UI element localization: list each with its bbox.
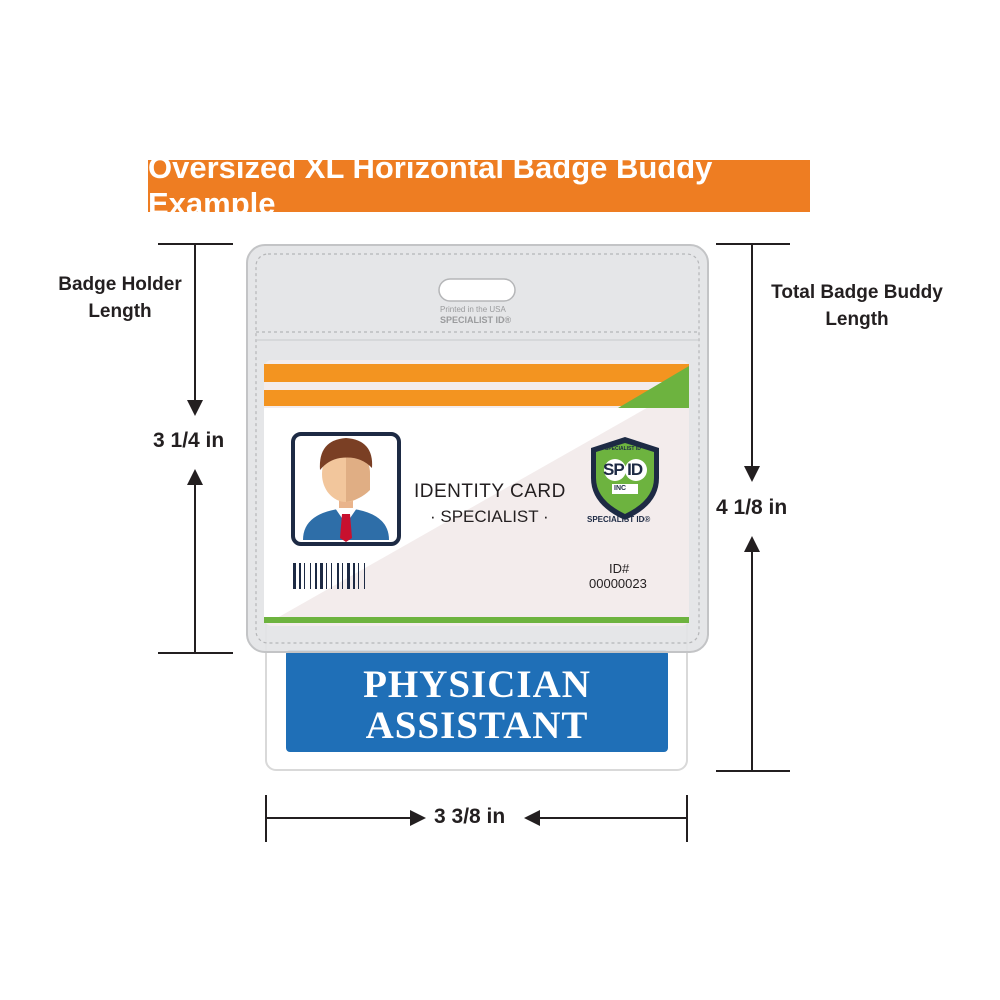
card-subtitle: · SPECIALIST ·	[430, 507, 549, 526]
arrow-down-icon	[744, 466, 760, 482]
buddy-line1: PHYSICIAN	[363, 663, 591, 706]
arrow-right-icon	[410, 810, 426, 826]
arrow-up-icon	[187, 469, 203, 485]
arrow-up-icon	[744, 536, 760, 552]
arrow-left-icon	[524, 810, 540, 826]
total-length-label-line1: Total Badge Buddy	[771, 282, 943, 303]
card-id-label: ID#	[609, 561, 630, 576]
title-banner: Oversized XL Horizontal Badge Buddy Example	[148, 160, 810, 212]
buddy-label	[286, 658, 668, 752]
card-title: IDENTITY CARD	[414, 481, 566, 502]
logo-inc-text: INC	[614, 485, 627, 492]
card-id-number: 00000023	[589, 576, 647, 591]
badge-holder-label-line1: Badge Holder	[58, 274, 182, 295]
arrow-down-icon	[187, 400, 203, 416]
total-length-value: 4 1/8 in	[716, 496, 788, 519]
holder-length-value: 3 1/4 in	[153, 429, 225, 452]
holder-printed-line2: SPECIALIST ID®	[440, 315, 512, 325]
logo-bottom-text: SPECIALIST ID®	[587, 515, 651, 524]
buddy-line2: ASSISTANT	[365, 704, 589, 747]
logo-top-text: SPECIALIST ID	[605, 446, 641, 452]
slot-hole	[439, 279, 515, 301]
badge-holder-label-line2: Length	[88, 301, 152, 322]
logo-mark-text: SP ID	[603, 460, 643, 479]
width-value: 3 3/8 in	[434, 805, 506, 828]
total-length-label-line2: Length	[825, 309, 889, 330]
holder-printed-line1: Printed in the USA	[440, 305, 506, 314]
